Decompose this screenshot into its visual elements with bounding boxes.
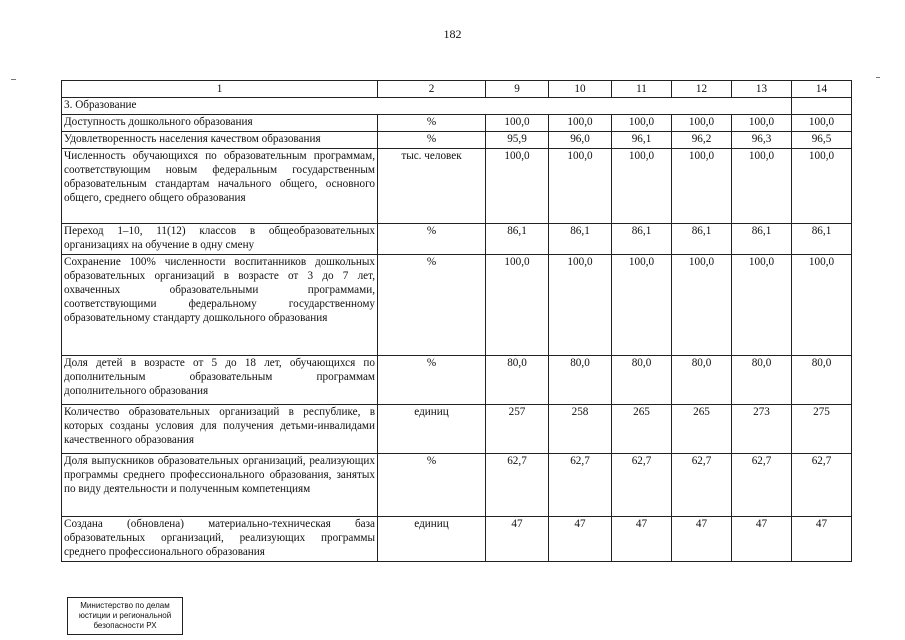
indicator-value: 96,5 [792, 132, 852, 149]
section-title: 3. Образование [62, 98, 792, 115]
indicator-value: 62,7 [732, 454, 792, 517]
indicator-value: 100,0 [792, 115, 852, 132]
margin-mark-left [11, 79, 16, 80]
indicator-value: 100,0 [732, 255, 792, 356]
page-number: 182 [443, 27, 462, 41]
indicator-value: 80,0 [549, 356, 612, 405]
indicator-name: Количество образовательных организаций в республике, в которых созданы условия для получения детьми-инвалидами качественного образования [62, 405, 378, 454]
indicator-value: 265 [672, 405, 732, 454]
indicator-value: 100,0 [612, 149, 672, 224]
indicator-name: Численность обучающихся по образовательным программам, соответствующим новым федеральным государственным образовательным стандартам начального общего, основного общего, среднего общего образования [62, 149, 378, 224]
indicator-unit: % [378, 255, 486, 356]
indicator-value: 62,7 [792, 454, 852, 517]
indicator-value: 100,0 [549, 255, 612, 356]
table-row [62, 405, 852, 454]
indicator-value: 275 [792, 405, 852, 454]
indicator-value: 47 [486, 517, 549, 562]
indicator-value: 100,0 [549, 115, 612, 132]
indicator-name: Переход 1–10, 11(12) классов в общеобразовательных организациях на обучение в одну смену [62, 224, 378, 255]
indicator-unit: тыс. человек [378, 149, 486, 224]
indicator-value: 96,1 [612, 132, 672, 149]
header-cell: 10 [549, 81, 612, 98]
stamp-line: юстиции и региональной [78, 611, 172, 620]
indicator-value: 47 [612, 517, 672, 562]
indicator-value: 258 [549, 405, 612, 454]
header-row [62, 81, 852, 98]
indicator-unit: % [378, 454, 486, 517]
table-row [62, 149, 852, 224]
indicator-unit: % [378, 132, 486, 149]
indicator-name: Удовлетворенность населения качеством образования [62, 132, 378, 149]
indicator-value: 62,7 [672, 454, 732, 517]
indicator-name: Создана (обновлена) материально-техническая база образовательных организаций, реализующих программы среднего профессионального образования [62, 517, 378, 562]
header-cell: 1 [62, 81, 378, 98]
indicator-value: 100,0 [486, 115, 549, 132]
indicator-value: 100,0 [549, 149, 612, 224]
indicator-value: 96,2 [672, 132, 732, 149]
table-row [62, 224, 852, 255]
indicator-value: 62,7 [486, 454, 549, 517]
indicator-value: 100,0 [612, 115, 672, 132]
stamp-line: Министерство по делам [80, 601, 170, 610]
indicator-value: 100,0 [732, 115, 792, 132]
indicator-value: 100,0 [486, 149, 549, 224]
indicator-unit: единиц [378, 517, 486, 562]
stamp-line: безопасности РХ [93, 621, 157, 630]
table-row [62, 115, 852, 132]
table-row [62, 356, 852, 405]
indicator-value: 100,0 [612, 255, 672, 356]
indicator-value: 62,7 [549, 454, 612, 517]
header-cell: 11 [612, 81, 672, 98]
indicator-name: Доля детей в возрасте от 5 до 18 лет, обучающихся по дополнительным образовательным программам дополнительного образования [62, 356, 378, 405]
table-row [62, 454, 852, 517]
header-cell: 14 [792, 81, 852, 98]
ministry-stamp [67, 597, 183, 635]
indicator-value: 257 [486, 405, 549, 454]
indicator-value: 47 [732, 517, 792, 562]
indicator-value: 100,0 [792, 255, 852, 356]
indicator-unit: единиц [378, 405, 486, 454]
indicator-unit: % [378, 356, 486, 405]
section-blank-cell [792, 98, 852, 115]
indicator-unit: % [378, 224, 486, 255]
indicator-name: Доступность дошкольного образования [62, 115, 378, 132]
indicator-value: 80,0 [732, 356, 792, 405]
indicator-value: 95,9 [486, 132, 549, 149]
indicator-value: 100,0 [732, 149, 792, 224]
indicator-value: 100,0 [672, 255, 732, 356]
indicator-value: 80,0 [672, 356, 732, 405]
header-cell: 2 [378, 81, 486, 98]
indicator-value: 100,0 [792, 149, 852, 224]
table-row [62, 255, 852, 356]
section-row [62, 98, 852, 115]
indicator-value: 96,0 [549, 132, 612, 149]
indicator-value: 86,1 [549, 224, 612, 255]
indicator-value: 100,0 [486, 255, 549, 356]
indicator-value: 273 [732, 405, 792, 454]
indicator-value: 80,0 [612, 356, 672, 405]
indicator-value: 62,7 [612, 454, 672, 517]
table-row [62, 132, 852, 149]
indicator-value: 100,0 [672, 149, 732, 224]
indicator-name: Доля выпускников образовательных организаций, реализующих программы среднего профессионального образования, занятых по виду деятельности и полученным компетенциям [62, 454, 378, 517]
margin-mark-right [876, 77, 880, 78]
indicator-value: 86,1 [672, 224, 732, 255]
header-cell: 12 [672, 81, 732, 98]
header-cell: 9 [486, 81, 549, 98]
table-row [62, 517, 852, 562]
indicator-value: 96,3 [732, 132, 792, 149]
indicator-unit: % [378, 115, 486, 132]
indicators-table [61, 80, 852, 562]
indicator-value: 86,1 [732, 224, 792, 255]
indicator-value: 47 [549, 517, 612, 562]
indicator-value: 265 [612, 405, 672, 454]
indicator-value: 47 [672, 517, 732, 562]
indicator-value: 80,0 [792, 356, 852, 405]
indicator-value: 86,1 [612, 224, 672, 255]
indicator-value: 86,1 [792, 224, 852, 255]
indicator-value: 47 [792, 517, 852, 562]
indicator-name: Сохранение 100% численности воспитанников дошкольных образовательных организаций в возрасте от 3 до 7 лет, охваченных образовательными программами, соответствующими федеральному государственному образовательному стандарту дошкольного образования [62, 255, 378, 356]
indicator-value: 80,0 [486, 356, 549, 405]
indicator-value: 86,1 [486, 224, 549, 255]
header-cell: 13 [732, 81, 792, 98]
indicator-value: 100,0 [672, 115, 732, 132]
